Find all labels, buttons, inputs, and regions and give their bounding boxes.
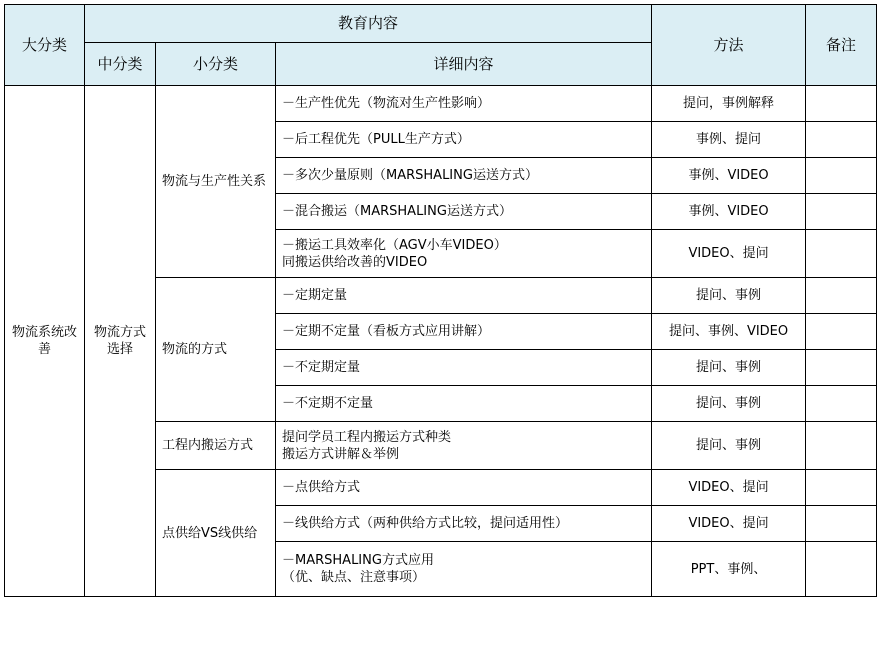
note-cell [806,122,877,158]
method-cell: 提问、事例 [652,278,806,314]
note-cell [806,230,877,278]
minor-category-cell: 物流的方式 [156,278,276,422]
detail-cell: －线供给方式（两种供给方式比较，提问适用性） [276,506,652,542]
method-cell: 事例、VIDEO [652,158,806,194]
method-cell: VIDEO、提问 [652,470,806,506]
detail-cell: －后工程优先（PULL生产方式） [276,122,652,158]
detail-cell: －不定期不定量 [276,386,652,422]
method-cell: 事例、VIDEO [652,194,806,230]
detail-cell: －生产性优先（物流对生产性影响） [276,86,652,122]
detail-cell: －点供给方式 [276,470,652,506]
method-cell: 提问、事例 [652,386,806,422]
method-cell: 事例、提问 [652,122,806,158]
curriculum-table [4,4,877,597]
note-cell [806,278,877,314]
note-cell [806,86,877,122]
method-cell: PPT、事例、 [652,542,806,597]
method-cell: 提问、事例、VIDEO [652,314,806,350]
method-cell: VIDEO、提问 [652,230,806,278]
note-cell [806,470,877,506]
curriculum-table-wrapper [4,4,877,597]
method-cell: VIDEO、提问 [652,506,806,542]
note-cell [806,350,877,386]
detail-cell: －定期定量 [276,278,652,314]
detail-cell: －搬运工具效率化（AGV小车VIDEO） 同搬运供给改善的VIDEO [276,230,652,278]
header-major: 大分类 [5,5,85,86]
header-middle: 中分类 [85,43,156,86]
note-cell [806,506,877,542]
note-cell [806,386,877,422]
header-method: 方法 [652,5,806,86]
note-cell [806,158,877,194]
note-cell [806,542,877,597]
note-cell [806,314,877,350]
middle-category-cell: 物流方式选择 [85,86,156,597]
method-cell: 提问、事例 [652,422,806,470]
detail-cell: －定期不定量（看板方式应用讲解） [276,314,652,350]
method-cell: 提问，事例解释 [652,86,806,122]
header-minor: 小分类 [156,43,276,86]
note-cell [806,422,877,470]
table-body [5,86,877,597]
detail-cell: －MARSHALING方式应用 （优、缺点、注意事项） [276,542,652,597]
detail-cell: －不定期定量 [276,350,652,386]
table-row [5,86,877,122]
header-note: 备注 [806,5,877,86]
header-detail: 详细内容 [276,43,652,86]
detail-cell: 提问学员工程内搬运方式种类 搬运方式讲解＆举例 [276,422,652,470]
minor-category-cell: 点供给VS线供给 [156,470,276,597]
header-content: 教育内容 [85,5,652,43]
detail-cell: －混合搬运（MARSHALING运送方式） [276,194,652,230]
major-category-cell: 物流系统改善 [5,86,85,597]
detail-cell: －多次少量原则（MARSHALING运送方式） [276,158,652,194]
method-cell: 提问、事例 [652,350,806,386]
note-cell [806,194,877,230]
minor-category-cell: 物流与生产性关系 [156,86,276,278]
minor-category-cell: 工程内搬运方式 [156,422,276,470]
